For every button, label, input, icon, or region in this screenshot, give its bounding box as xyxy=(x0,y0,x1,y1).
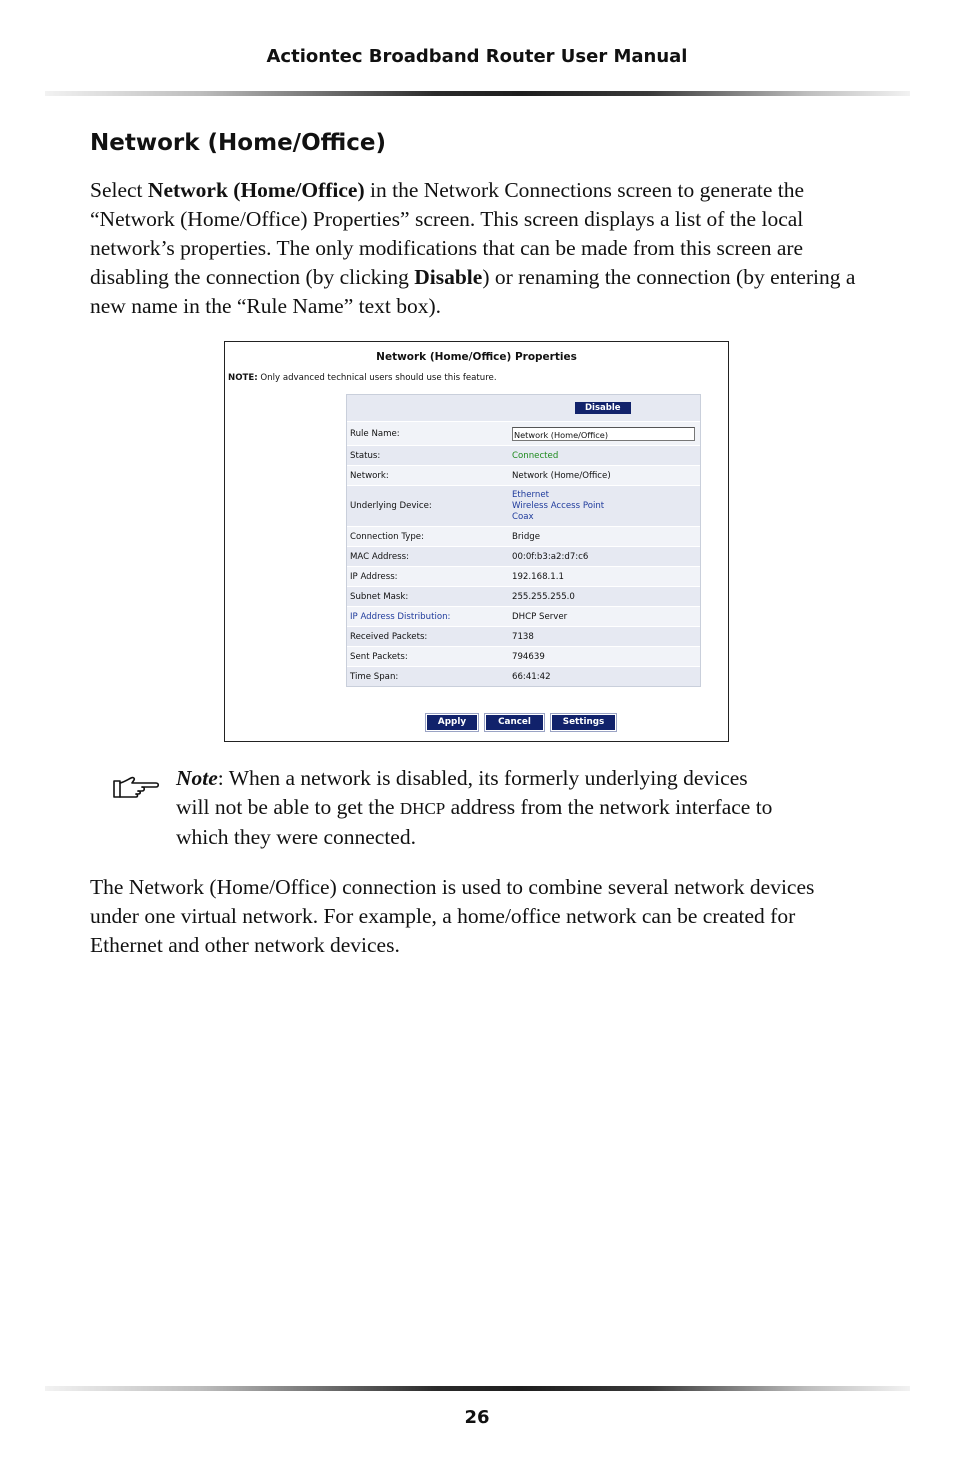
status-label: Status: xyxy=(350,450,381,461)
status-value: Connected xyxy=(512,450,559,461)
network-value: Network (Home/Office) xyxy=(512,470,611,481)
ip-address-row xyxy=(347,567,700,587)
pointing-hand-icon xyxy=(112,775,162,801)
header-rule xyxy=(45,91,910,96)
screenshot-note: NOTE: Only advanced technical users should use this feature. xyxy=(228,373,497,383)
connection-type-row xyxy=(347,527,700,547)
device-link-coax[interactable]: Coax xyxy=(512,511,534,522)
network-row xyxy=(347,466,700,486)
apply-button[interactable]: Apply xyxy=(427,715,477,730)
mac-address-value: 00:0f:b3:a2:d7:c6 xyxy=(512,551,589,562)
mac-address-label: MAC Address: xyxy=(350,551,409,562)
disable-row xyxy=(347,395,700,422)
connection-type-value: Bridge xyxy=(512,531,541,542)
device-link-wireless[interactable]: Wireless Access Point xyxy=(512,500,605,511)
subnet-mask-value: 255.255.255.0 xyxy=(512,591,575,602)
action-buttons xyxy=(427,715,615,730)
subnet-mask-row xyxy=(347,587,700,607)
cancel-button[interactable]: Cancel xyxy=(486,715,543,730)
time-span-label: Time Span: xyxy=(350,671,399,682)
ip-address-value: 192.168.1.1 xyxy=(512,571,564,582)
properties-table xyxy=(346,394,701,687)
screenshot-title: Network (Home/Office) Properties xyxy=(376,351,577,363)
note-paragraph: Note: When a network is disabled, its formerly underlying devices will not be able to get the DHCP address from the network interface to which they were connected. xyxy=(176,766,773,849)
ip-address-label: IP Address: xyxy=(350,571,398,582)
sent-packets-label: Sent Packets: xyxy=(350,651,408,662)
intro-paragraph: Select Network (Home/Office) in the Network Connections screen to generate the “Network (Home/Office) Properties” screen. This screen displays a list of the local network’s properties. The only modifications that can be made from this screen are disabling the connection (by clicking Disable) or renaming the connection (by entering a new name in the “Rule Name” text box). xyxy=(90,178,856,318)
properties-screenshot xyxy=(224,341,729,742)
disable-button[interactable]: Disable xyxy=(575,402,631,414)
network-label: Network: xyxy=(350,470,389,481)
device-link-ethernet[interactable]: Ethernet xyxy=(512,489,550,500)
sent-packets-row xyxy=(347,647,700,667)
section-title: Network (Home/Office) xyxy=(90,130,387,156)
rule-name-input[interactable]: Network (Home/Office) xyxy=(512,427,695,441)
time-span-value: 66:41:42 xyxy=(512,671,551,682)
connection-type-label: Connection Type: xyxy=(350,531,424,542)
underlying-device-label: Underlying Device: xyxy=(350,501,432,511)
received-packets-row xyxy=(347,627,700,647)
mac-address-row xyxy=(347,547,700,567)
ip-distribution-link[interactable]: IP Address Distribution: xyxy=(350,611,451,622)
footer-rule xyxy=(45,1386,910,1391)
ip-distribution-row xyxy=(347,607,700,627)
received-packets-label: Received Packets: xyxy=(350,631,428,642)
settings-button[interactable]: Settings xyxy=(552,715,615,730)
time-span-row xyxy=(347,667,700,686)
sent-packets-value: 794639 xyxy=(512,651,545,662)
closing-paragraph: The Network (Home/Office) connection is used to combine several network devices under one virtual network. For example, a home/office network can be created for Ethernet and other network devices. xyxy=(90,875,815,957)
rule-name-row xyxy=(347,422,700,446)
status-row xyxy=(347,446,700,466)
underlying-device-row xyxy=(347,486,700,527)
rule-name-label: Rule Name: xyxy=(350,428,400,439)
subnet-mask-label: Subnet Mask: xyxy=(350,591,409,602)
received-packets-value: 7138 xyxy=(512,631,534,642)
page-number: 26 xyxy=(464,1407,490,1428)
running-header: Actiontec Broadband Router User Manual xyxy=(266,46,688,67)
ip-distribution-value: DHCP Server xyxy=(512,611,568,622)
